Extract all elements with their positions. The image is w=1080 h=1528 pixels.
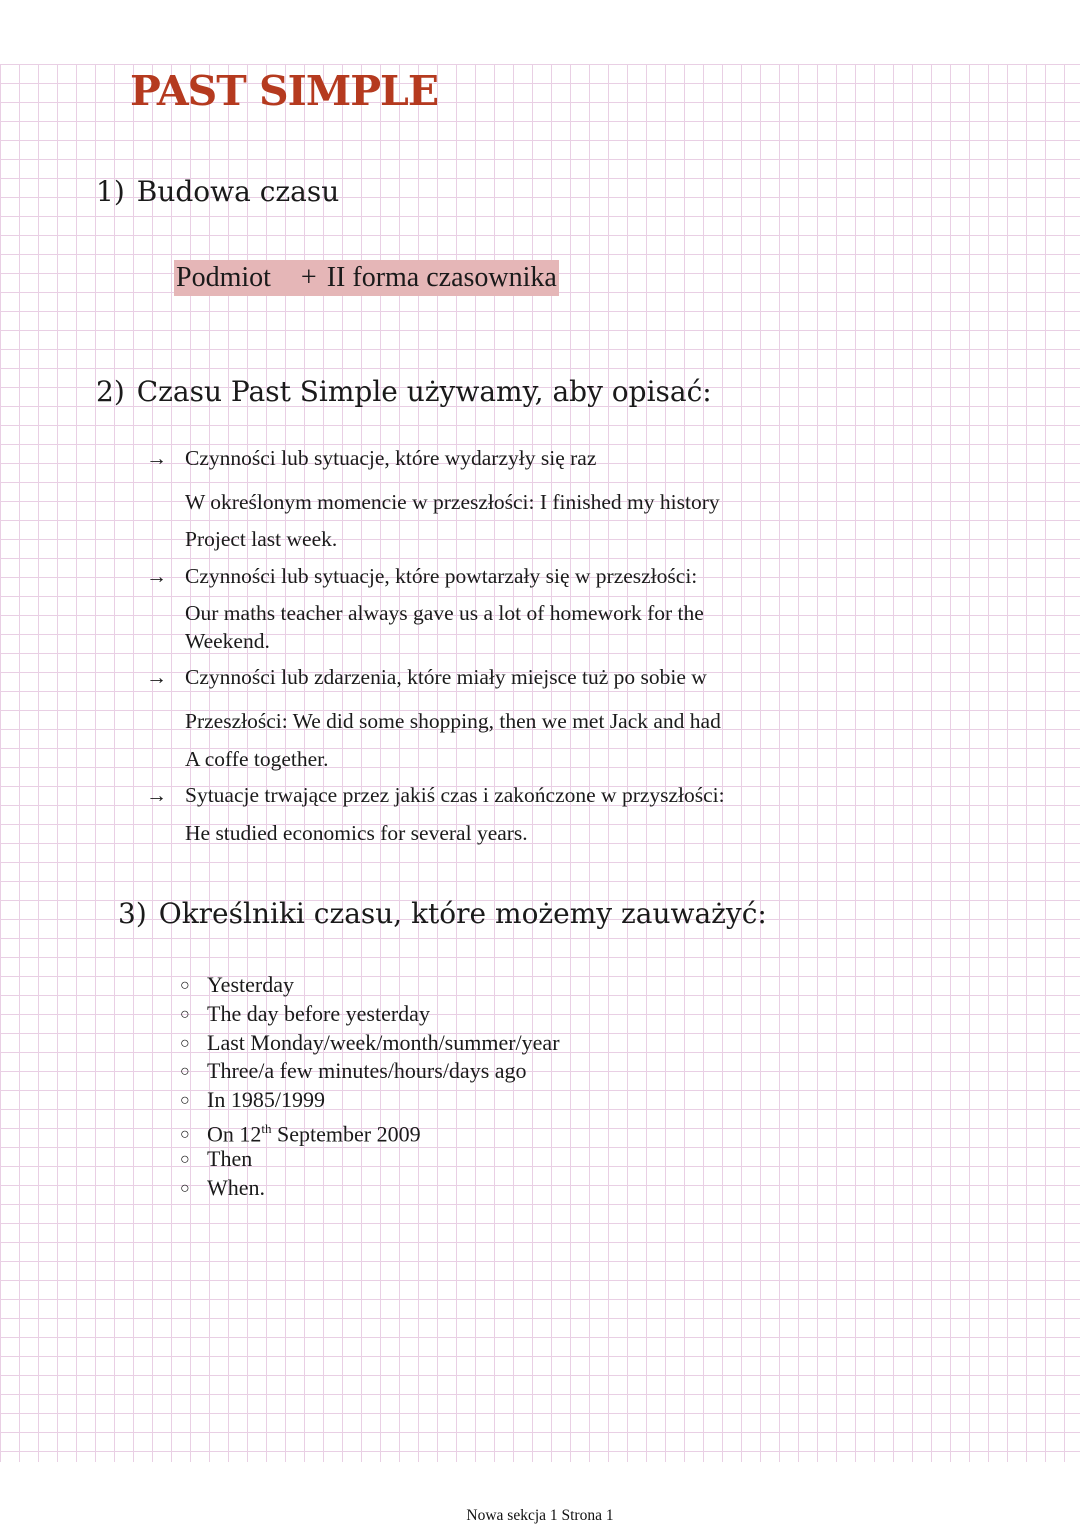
circle-bullet-icon: ○ <box>180 1126 190 1144</box>
section-1-number: 1) <box>96 175 125 208</box>
list-item <box>180 1087 325 1114</box>
page-footer: Nowa sekcja 1 Strona 1 <box>466 1507 614 1524</box>
circle-bullet-icon: ○ <box>180 1092 190 1109</box>
page-title: PAST SIMPLE <box>130 67 439 115</box>
circle-bullet-icon: ○ <box>180 1063 190 1080</box>
list-item <box>180 1001 430 1028</box>
section-2-heading <box>96 374 712 410</box>
circle-bullet-icon: ○ <box>180 1151 190 1168</box>
marker-superscript: th <box>261 1121 272 1136</box>
usage-line: Weekend. <box>185 629 270 653</box>
section-3-title: Określniki czasu, które możemy zauważyć: <box>158 897 767 930</box>
list-item <box>180 1030 560 1057</box>
usage-line: Czynności lub sytuacje, które powtarzały się w przeszłości: <box>185 564 698 588</box>
marker-text: Then <box>207 1146 253 1171</box>
section-3-number: 3) <box>118 897 147 930</box>
circle-bullet-icon: ○ <box>180 1006 190 1023</box>
list-item <box>180 972 294 999</box>
usage-line: W określonym momencie w przeszłości: I finished my history <box>185 490 720 514</box>
marker-text-suffix: September 2009 <box>271 1121 421 1147</box>
section-3-heading <box>118 896 767 932</box>
formula-plus: + <box>300 262 317 293</box>
marker-text: In 1985/1999 <box>207 1087 325 1112</box>
list-item <box>180 1146 252 1173</box>
circle-bullet-icon: ○ <box>180 1035 190 1052</box>
arrow-icon: → <box>146 446 167 470</box>
marker-text: The day before yesterday <box>207 1001 430 1026</box>
formula-verb: II forma czasownika <box>326 262 557 293</box>
section-2-number: 2) <box>96 375 125 408</box>
arrow-icon: → <box>146 564 167 588</box>
usage-line: Przeszłości: We did some shopping, then we met Jack and had <box>185 709 721 733</box>
marker-text: Three/a few minutes/hours/days ago <box>207 1058 527 1083</box>
section-1-title: Budowa czasu <box>136 175 340 208</box>
tense-formula <box>174 260 559 296</box>
marker-text: Yesterday <box>207 972 294 997</box>
usage-line: Czynności lub zdarzenia, które miały miejsce tuż po sobie w <box>185 665 707 689</box>
marker-text: Last Monday/week/month/summer/year <box>207 1030 560 1055</box>
list-item <box>180 1116 421 1148</box>
marker-text: On 12 <box>207 1121 262 1147</box>
arrow-icon: → <box>146 665 167 689</box>
usage-line: Our maths teacher always gave us a lot of homework for the <box>185 601 704 625</box>
section-1-heading <box>96 174 339 210</box>
formula-subject: Podmiot <box>176 262 271 293</box>
usage-line: Sytuacje trwające przez jakiś czas i zakończone w przyszłości: <box>185 783 725 807</box>
circle-bullet-icon: ○ <box>180 1180 190 1197</box>
arrow-icon: → <box>146 783 167 807</box>
usage-line: Project last week. <box>185 527 338 551</box>
list-item <box>180 1058 527 1085</box>
marker-text: When. <box>207 1175 266 1200</box>
usage-line: A coffe together. <box>185 747 329 771</box>
circle-bullet-icon: ○ <box>180 977 190 994</box>
usage-line: He studied economics for several years. <box>185 821 528 845</box>
list-item <box>180 1175 265 1202</box>
section-2-title: Czasu Past Simple używamy, aby opisać: <box>136 375 712 408</box>
usage-line: Czynności lub sytuacje, które wydarzyły się raz <box>185 446 597 470</box>
